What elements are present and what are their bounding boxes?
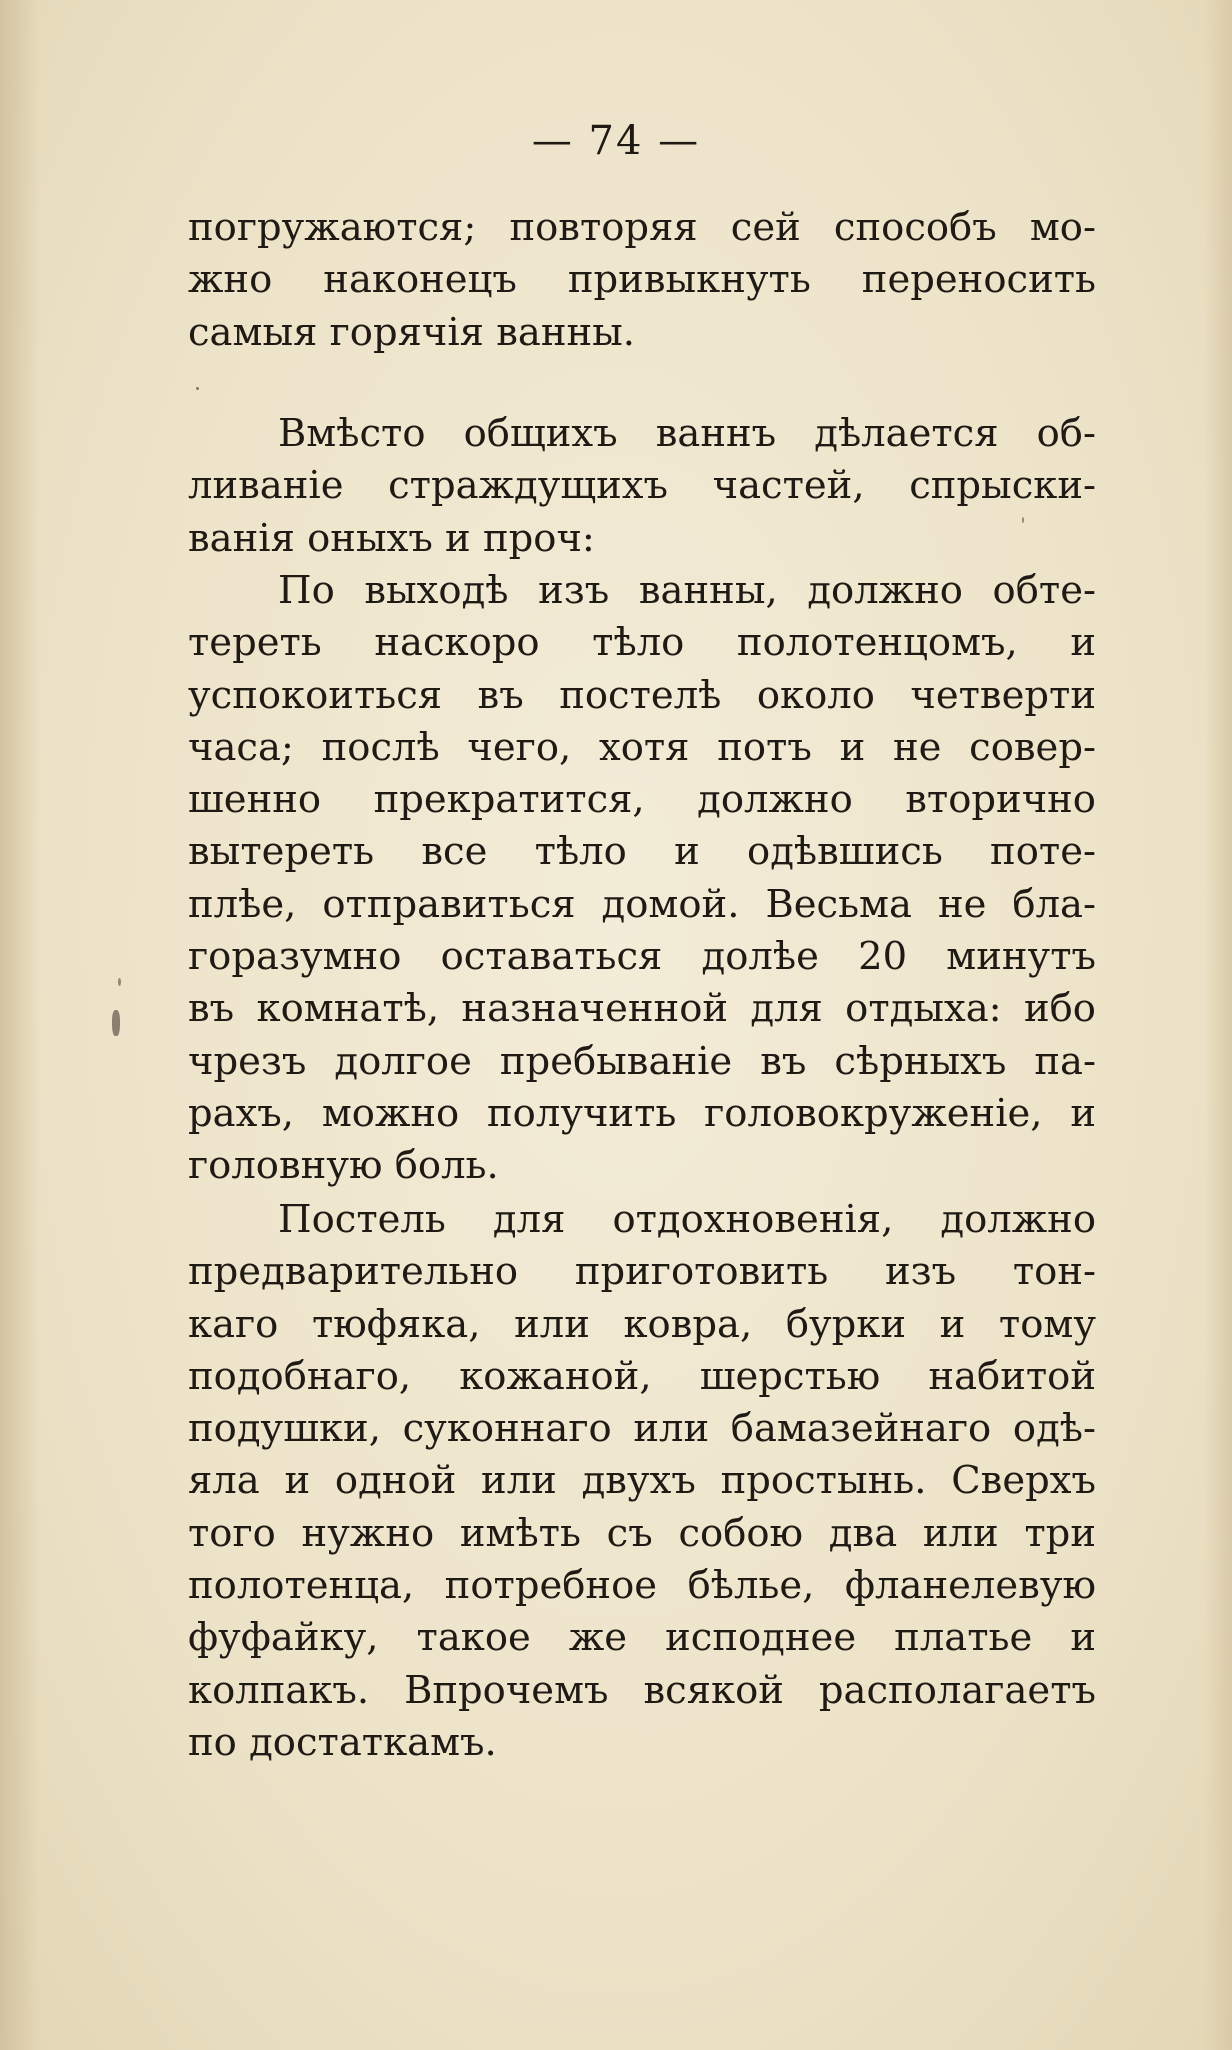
text-line: предварительно приготовить изъ тон- xyxy=(188,1249,1096,1295)
paragraph-2 xyxy=(188,408,1096,565)
text-line: колпакъ. Впрочемъ всякой располагаетъ xyxy=(188,1667,1096,1713)
ink-speck xyxy=(196,387,199,390)
ink-speck xyxy=(1022,517,1024,523)
text-line: въ комнатѣ, назначенной для отдыха: ибо xyxy=(188,986,1096,1032)
text-line: успокоиться въ постелѣ около четверти xyxy=(188,672,1096,718)
text-line: по достаткамъ. xyxy=(188,1719,497,1765)
page-edge xyxy=(1204,0,1232,2050)
paragraph-3 xyxy=(188,565,1096,1193)
text-line: подобнаго, кожаной, шерстью набитой xyxy=(188,1353,1096,1399)
spine-shadow xyxy=(0,0,40,2050)
text-line: головную боль. xyxy=(188,1143,499,1189)
text-line: Вмѣсто общихъ ваннъ дѣлается об- xyxy=(278,411,1096,456)
ink-speck xyxy=(118,978,121,986)
text-line: фуфайку, такое же исподнее платье и xyxy=(188,1615,1096,1661)
text-line: подушки, суконнаго или бамазейнаго одѣ- xyxy=(188,1406,1096,1452)
text-line: плѣе, отправиться домой. Весьма не бла- xyxy=(188,881,1096,927)
text-line: вытереть все тѣло и одѣвшись поте- xyxy=(188,829,1096,875)
paragraph-1 xyxy=(188,202,1096,359)
ink-speck xyxy=(112,1010,120,1036)
paragraph-4 xyxy=(188,1194,1096,1769)
text-line: ванія оныхъ и проч: xyxy=(188,515,595,561)
text-line: тереть наскоро тѣло полотенцомъ, и xyxy=(188,620,1096,666)
text-line: Постель для отдохновенія, должно xyxy=(278,1197,1096,1242)
text-line: рахъ, можно получить головокруженіе, и xyxy=(188,1090,1096,1136)
text-line: ливаніе страждущихъ частей, спрыски- xyxy=(188,463,1096,509)
text-line: шенно прекратится, должно вторично xyxy=(188,777,1096,823)
text-line: каго тюфяка, или ковра, бурки и тому xyxy=(188,1301,1096,1347)
text-line: того нужно имѣть съ собою два или три xyxy=(188,1510,1096,1556)
text-line: часа; послѣ чего, хотя потъ и не совер- xyxy=(188,724,1096,770)
text-line: чрезъ долгое пребываніе въ сѣрныхъ па- xyxy=(188,1038,1096,1084)
text-line: горазумно оставаться долѣе 20 минутъ xyxy=(188,934,1096,980)
text-line: По выходѣ изъ ванны, должно обте- xyxy=(278,568,1096,613)
text-line: самыя горячія ванны. xyxy=(188,309,636,355)
text-line: полотенца, потребное бѣлье, фланелевую xyxy=(188,1563,1096,1609)
text-line: жно наконецъ привыкнуть переносить xyxy=(188,257,1096,303)
text-line: яла и одной или двухъ простынь. Сверхъ xyxy=(188,1458,1096,1504)
text-line: погружаются; повторяя сей способъ мо- xyxy=(188,205,1096,250)
page-number: — 74 — xyxy=(531,118,701,164)
